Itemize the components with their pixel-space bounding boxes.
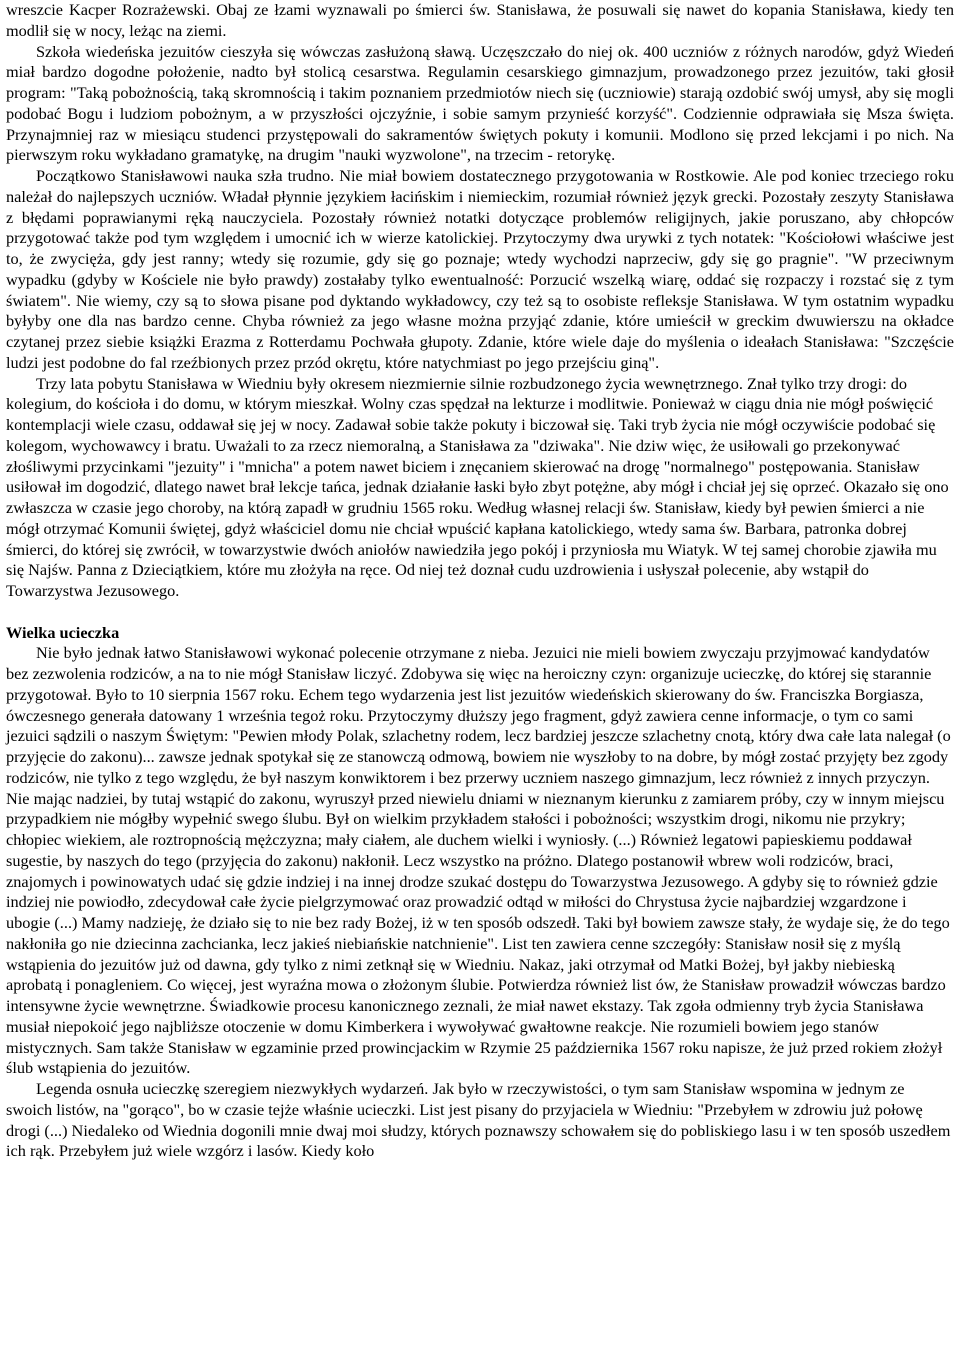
paragraph: Trzy lata pobytu Stanisława w Wiedniu były okresem niezmiernie silnie rozbudzonego życia wewnętrznego. Znał tylko trzy drogi: do kolegium, do kościoła i do domu, w którym mieszkał. Wolny czas spędzał na lekturze i modlitwie. Ponieważ w ciągu dnia nie mógł poświęcić kontemplacji wiele czasu, oddawał się jej w nocy. Zadawał sobie także pokuty i biczował się. Taki tryb życia nie mógł oczywiście podobać się kolegom, wychowawcy i bratu. Uważali to za rzecz niemoralną, a Stanisława za "dziwaka". Nie dziw więc, że usiłowali go przekonywać złośliwymi przycinkami "jezuity" i "mnicha" a potem nawet biciem i znęcaniem skierować na drogę "normalnego" postępowania. Stanisław usiłował im dogodzić, dlatego nawet brał lekcje tańca, jednak działanie łaski było zbyt potężne, aby mógł i chciał jej się oprzeć. Okazało się ono zwłaszcza w czasie jego choroby, na którą zapadł w grudniu 1565 roku. Według własnej relacji św. Stanisław, kiedy był pewien śmierci a nie mógł otrzymać Komunii świętej, gdyż właściciel domu nie chciał wpuścić kapłana katolickiego, wtedy sama św. Barbara, patronka dobrej śmierci, do której się zwrócił, w towarzystwie dwóch aniołów nawiedziła jego pokój i przyniosła mu Wiatyk. W tej samej chorobie zjawiła mu się Najśw. Panna z Dzieciątkiem, które mu złożyła na ręce. Od niej też doznał cudu uzdrowienia i usłyszał polecenie, aby wstąpił do Towarzystwa Jezusowego. bbox=[6, 373, 949, 600]
section-wielka-ucieczka bbox=[6, 623, 954, 1163]
paragraph: Początkowo Stanisławowi nauka szła trudno. Nie miał bowiem dostatecznego przygotowania w Rostkowie. Ale pod koniec trzeciego roku należał do najlepszych uczniów. Władał płynnie językiem łacińskim i niemieckim, rozumiał również język grecki. Pozostały zeszyty Stanisława z błędami poprawianymi ręką nauczyciela. Pozostały również notatki dotyczące problemów religijnych, jakie poruszano, aby chłopców przygotować także pod tym względem i umocnić ich w wierze katolickiej. Przytoczymy dwa urywki z tych notatek: "Kościołowi właściwe jest to, że zwycięża, gdy jest ranny; wtedy się rozumie, gdy się go poznaje; wtedy wychodzi naprzeciw, gdy się go pragnie". "W przeciwnym wypadku (gdyby w Kościele nie było prawdy) zostałaby tylko ewentualność: Porzucić wszelką wiarę, oddać się rozpaczy i rozstać się z tym światem". Nie wiemy, czy są to słowa pisane pod dyktando wykładowcy, czy też są to osobiste refleksje Stanisława. W tym ostatnim wypadku byłyby one dla nas bardzo cenne. Chyba również za jego własne można przyjąć zdanie, które umieścił w greckim dwuwierszu na okładce czytanej przez siebie książki Erazma z Rotterdamu Pochwała głupoty. Zdanie, które wiele daje do myślenia o ideałach Stanisława: "Szczęście ludzi jest podobne do fal rzeźbionych przez przód okrętu, które natychmiast po jego przejściu giną". bbox=[6, 166, 954, 372]
section-heading: Wielka ucieczka bbox=[6, 622, 120, 642]
section-spacer bbox=[6, 602, 954, 623]
paragraph: Szkoła wiedeńska jezuitów cieszyła się wówczas zasłużoną sławą. Uczęszczało do niej ok. 400 uczniów z różnych narodów, gdyż Wiedeń miał bardzo dogodne położenie, nadto był stolicą cesarstwa. Regulamin cesarskiego gimnazjum, prowadzonego przez jezuitów, taki głosił program: "Taką pobożnością, taką skromnością i takim poznaniem przedmiotów niech się (uczniowie) starają ozdobić swój umysł, aby się mogli podobać Bogu i ludziom pobożnym, a w przyszłości ojczyźnie, i sobie samym przynieść korzyść". Codziennie odprawiała się Msza święta. Przynajmniej raz w miesiącu studenci przystępowali do sakramentów świętych pokuty i komunii. Modlono się przed lekcjami i po nich. Na pierwszym roku wykładano gramatykę, na drugim "nauki wyzwolone", na trzecim - retorykę. bbox=[6, 41, 954, 165]
paragraph: Nie było jednak łatwo Stanisławowi wykonać polecenie otrzymane z nieba. Jezuici nie mieli bowiem zwyczaju przyjmować kandydatów bez zezwolenia rodziców, a na to nie mógł Stanisław liczyć. Zdobywa się więc na heroiczny czyn: organizuje ucieczkę, do której się starannie przygotował. Było to 10 sierpnia 1567 roku. Echem tego wydarzenia jest list jezuitów wiedeńskich skierowany do św. Franciszka Borgiasza, ówczesnego generała datowany 1 września tegoż roku. Przytoczymy dłuższy jego fragment, gdyż zawiera cenne informacje, o tym co sami jezuici sądzili o naszym Świętym: "Pewien młody Polak, szlachetny rodem, lecz bardziej jeszcze szlachetny cnotą, który dwa całe lata nalegał (o przyjęcie do zakonu)... zawsze jednak spotykał się ze stanowczą odmową, bowiem nie wyszłoby to na dobre, by mógł zostać przyjęty bez zgody rodziców, nie tylko z tego względu, że był naszym konwiktorem i bez przerwy uczniem naszego gimnazjum, lecz również z innych przyczyn. Nie mając nadziei, by tutaj wstąpić do zakonu, wyruszył przed niewielu dniami w nieznanym kierunku z zamiarem próby, czy w innym miejscu przypadkiem nie mógłby wypełnić swego ślubu. Był on wielkim przykładem stałości i pobożności; wszystkim drogi, nikomu nie przykry; chłopiec wiekiem, ale roztropnością mężczyzna; mały ciałem, ale duchem wielki i wyniosły. (...) Również legatowi papieskiemu poddawał sugestie, by naszych do tego (przyjęcia do zakonu) nakłonił. Lecz wszystko na próżno. Dlatego postanowił wbrew woli rodziców, braci, znajomych i powinowatych udać się gdzie indziej i na innej drodze szukać dostępu do Towarzystwa Jezusowego. A gdyby się to również gdzie indziej nie powiodło, zdecydował całe życie pielgrzymować oraz prowadzić odtąd w miłości do Chrystusa życie najbardziej wzgardzone i ubogie (...) Mamy nadzieję, że działo się to nie bez rady Bożej, iż w ten sposób odszedł. Taki był bowiem zawsze stały, że wydaje się, że do tego nakłoniła go nie dziecinna zachcianka, lecz jakieś niebiańskie natchnienie". List ten zawiera cenne szczegóły: Stanisław nosił się z myślą wstąpienia do jezuitów już od dawna, gdy tylko z nimi zetknął się w Wiedniu. Nakaz, jaki otrzymał od Matki Bożej, był jakby niebieską aprobatą i ponagleniem. Co więcej, jest wyraźna mowa o złożonym ślubie. Potwierdza również list ów, że Stanisław prowadził wówczas bardzo intensywne życie wewnętrzne. Świadkowie procesu kanonicznego zeznali, że miał nawet ekstazy. Tak zgoła odmienny tryb życia Stanisława musiał niepokoić jego najbliższe otoczenie w domu Kimberkera i wywoływać gwałtowne reakcje. Nie rozumieli bowiem jego stanów mistycznych. Sam także Stanisław w egzaminie przed prowincjackim w Rzymie 25 października 1567 roku napisze, że już przed rokiem złożył ślub wstąpienia do jezuitów. bbox=[6, 643, 951, 1078]
paragraph: Legenda osnuła ucieczkę szeregiem niezwykłych wydarzeń. Jak było w rzeczywistości, o tym sam Stanisław wspomina w jednym ze swoich listów, na "gorąco", bo w czasie tejże właśnie ucieczki. List jest pisany do przyjaciela w Wiedniu: "Przebyłem w zdrowiu już połowę drogi (...) Niedaleko od Wiednia dogonili mnie dwaj moi słudzy, których poznawszy schowałem się do pobliskiego lasu i w ten sposób uszedłem ich rąk. Przebyłem już wiele wzgórz i lasów. Kiedy koło bbox=[6, 1079, 951, 1161]
section-intro bbox=[6, 0, 954, 602]
paragraph: wreszcie Kacper Rozrażewski. Obaj ze łzami wyznawali po śmierci św. Stanisława, że posuwali się nawet do kopania Stanisława, kiedy ten modlił się w nocy, leżąc na ziemi. bbox=[6, 0, 954, 40]
document-page bbox=[6, 0, 954, 1162]
